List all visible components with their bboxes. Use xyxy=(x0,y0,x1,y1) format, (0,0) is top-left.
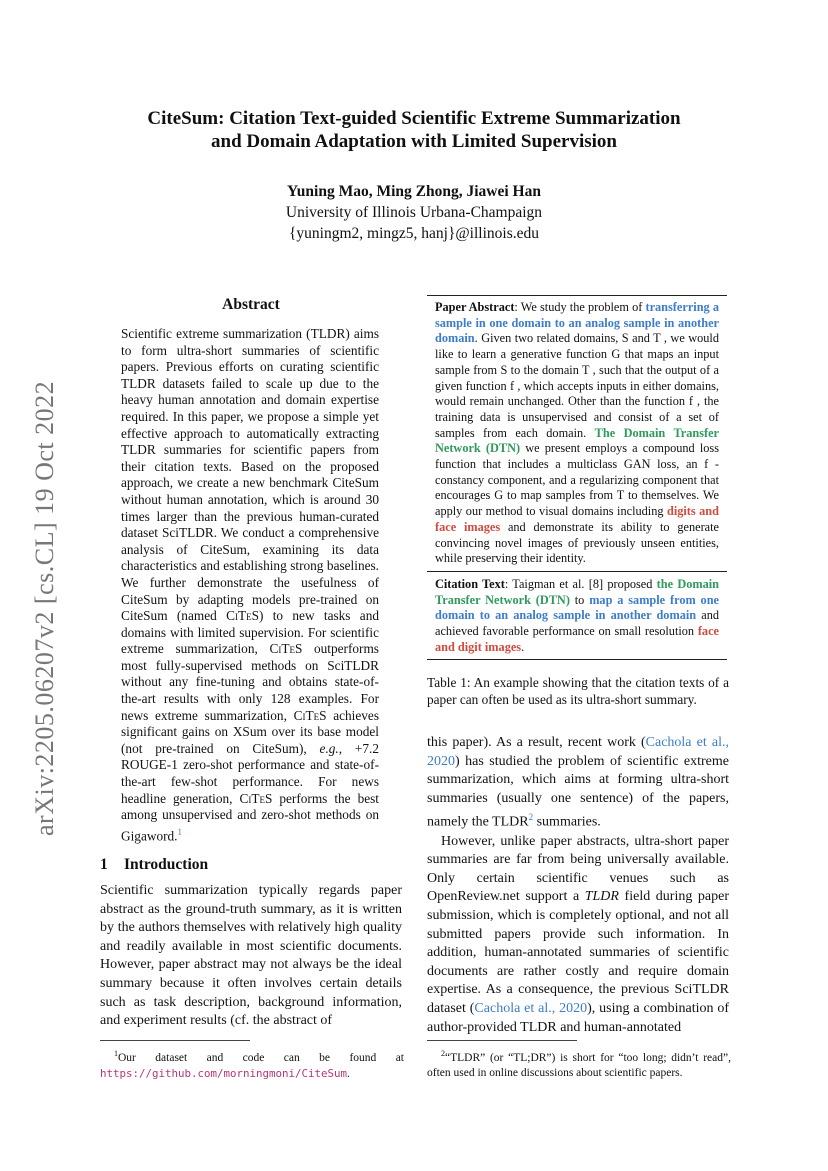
paragraph xyxy=(427,833,729,1038)
abstract-body xyxy=(121,326,379,845)
abstract-text: , +7.2 ROUGE-1 zero-shot performance and state-of-the-art few-shot performance. For news headline generation, xyxy=(121,740,379,806)
paper-title-line-2: and Domain Adaptation with Limited Supervision xyxy=(211,131,617,152)
footnote-text: . xyxy=(347,1067,350,1080)
footnote-mark: 2 xyxy=(441,1049,445,1058)
abstract-emphasis: e.g. xyxy=(319,740,339,756)
body-text: However, unlike paper abstracts, ultra-short paper summaries are far from being universally available. Only certain scientific venues such as OpenReview.net support a xyxy=(427,833,729,905)
section-heading-introduction xyxy=(100,856,208,874)
footnote-text: Our dataset and code can be found at xyxy=(118,1051,404,1064)
dataset-code-link[interactable]: https://github.com/morningmoni/CiteSum xyxy=(100,1066,348,1080)
abstract-heading: Abstract xyxy=(222,296,280,313)
section-title: Introduction xyxy=(124,856,209,873)
abstract-text: achieves significant gains on XSum over its base model (not pre-trained on CiteSum), xyxy=(121,707,379,756)
footnote-1 xyxy=(100,1046,404,1082)
model-name: CiTeS xyxy=(293,707,327,723)
footnote-link[interactable]: 1 xyxy=(177,826,182,837)
model-name: CiTeS xyxy=(239,790,273,806)
box-text: and demonstrate its ability to generate convincing novel images of previously unseen entities, while preserving their identity. xyxy=(435,519,719,566)
paper-title-line-1: CiteSum: Citation Text-guided Scientific Extreme Summarization xyxy=(147,108,681,129)
body-text: field during paper submission, which is completely optional, and not all submitted papers provide such information. In addition, human-annotated summaries of scientific documents are rather costly and require domain expertise. As a consequence, the previous SciTLDR dataset ( xyxy=(427,889,729,1016)
author-affiliation: University of Illinois Urbana-Champaign xyxy=(285,204,543,221)
body-text: ) has studied the problem of scientific extreme summarization, which aims at forming ultra-short summaries (usually one sentence) of the papers, namely the TLDR xyxy=(427,753,729,831)
footnote-2 xyxy=(427,1046,731,1081)
table-1-caption: Table 1: An example showing that the citation texts of a paper can often be used as its ultra-short summary. xyxy=(427,675,729,707)
footnote-mark: 1 xyxy=(114,1049,118,1058)
box-text: . xyxy=(521,639,525,654)
right-column-text xyxy=(427,734,729,1037)
box-text: to xyxy=(569,592,590,607)
footnote-link[interactable]: 2 xyxy=(528,812,534,823)
citation-link[interactable]: Cachola et al., 2020 xyxy=(427,735,729,769)
highlight-red: digits and face images xyxy=(435,504,719,534)
box-text: . Given two related domains, S and T , we would like to learn a generative function G that maps an input sample from S to the domain T , such that the output of a given function f , which accepts inputs in either domains, would remain unchanged. Other than the function f , the training data is unsupervised and consist of a set of samples from each domain. xyxy=(435,331,719,440)
citation-link[interactable]: Cachola et al., 2020 xyxy=(474,1000,588,1016)
highlight-green: the Domain Transfer Network (DTN) xyxy=(435,576,719,607)
footnote-divider xyxy=(427,1040,577,1041)
paper-abstract-section xyxy=(427,296,727,571)
paper-abstract-label: Paper Abstract xyxy=(435,300,515,314)
highlight-green: The Domain Transfer Network (DTN) xyxy=(435,425,719,456)
highlight-blue: transferring a sample in one domain to an analog sample in another domain xyxy=(435,300,719,346)
table-1-example-box xyxy=(427,295,727,660)
body-text: ), using a combination of author-provided TLDR and human-annotated xyxy=(427,1000,730,1035)
body-text: summaries. xyxy=(533,815,601,831)
abstract-text: Scientific extreme summarization (TLDR) aims to form ultra-short summaries of scientific papers. Previous efforts on curating scientific TLDR datasets failed to scale up due to the heavy human annotation and domain expertise required. In this paper, we propose a simple yet effective approach to automatically extracting TLDR summaries for scientific papers from their citation texts. Based on the proposed approach, we create a new benchmark CiteSum without human annotation, which is around 30 times larger than the previous human-curated dataset SciTLDR. We conduct a comprehensive analysis of CiteSum, examining its data characteristics and establishing strong baselines. We further demonstrate the usefulness of CiteSum by adapting models pre-trained on CiteSum (named xyxy=(121,326,379,624)
footnote-text: “TLDR” (or “TL;DR”) is short for “too long; didn’t read”, often used in online discussions about scientific papers. xyxy=(427,1051,731,1079)
arxiv-identifier: arXiv:2205.06207v2 [cs.CL] 19 Oct 2022 xyxy=(30,380,59,836)
model-name: CiTeS xyxy=(226,608,259,624)
paragraph xyxy=(427,734,729,833)
box-text: we present employs a compound loss function that includes a multiclass GAN loss, an f -constancy component, and a regularizing component that encourages G to map samples from T to themselves. We apply our method to visual domains including xyxy=(435,441,719,519)
citation-text-section xyxy=(427,571,727,660)
abstract-text: outperforms most fully-supervised methods on SciTLDR without any fine-tuning and obtains state-of-the-art results with only 128 examples. For news extreme summarization, xyxy=(121,641,379,723)
author-emails: {yuningm2, mingz5, hanj}@illinois.edu xyxy=(288,225,539,242)
box-text: : Taigman et al. [8] proposed xyxy=(504,576,657,591)
highlight-red: face and digit images xyxy=(435,624,719,654)
highlight-blue: map a sample from one domain to an analog sample in another domain xyxy=(435,592,720,623)
citation-text-label: Citation Text xyxy=(435,576,505,591)
box-text: : We study the problem of xyxy=(514,300,646,314)
model-name: CiTeS xyxy=(269,641,303,657)
author-block xyxy=(100,181,728,244)
emphasis-text: TLDR xyxy=(584,889,619,905)
box-text: and achieved favorable performance on small resolution xyxy=(435,608,719,639)
author-names: Yuning Mao, Ming Zhong, Jiawei Han xyxy=(287,183,541,200)
body-text: this paper). As a result, recent work ( xyxy=(427,735,646,750)
abstract-text: ) to new tasks and domains with limited supervision. For scientific extreme summarization, xyxy=(121,608,379,657)
section-number: 1 xyxy=(100,856,108,873)
paper-title xyxy=(100,107,728,153)
footnote-divider xyxy=(100,1040,250,1041)
abstract-text: performs the best among unsupervised and zero-shot methods on Gigaword. xyxy=(121,790,379,844)
introduction-paragraph: Scientific summarization typically regards paper abstract as the ground-truth summary, as it is written by the authors themselves with relatively high quality and readily available in most scientific documents. However, paper abstract may not always be the ideal summary because it often involves certain details such as task description, background information, and experiment results (cf. the abstract of xyxy=(100,883,402,1029)
